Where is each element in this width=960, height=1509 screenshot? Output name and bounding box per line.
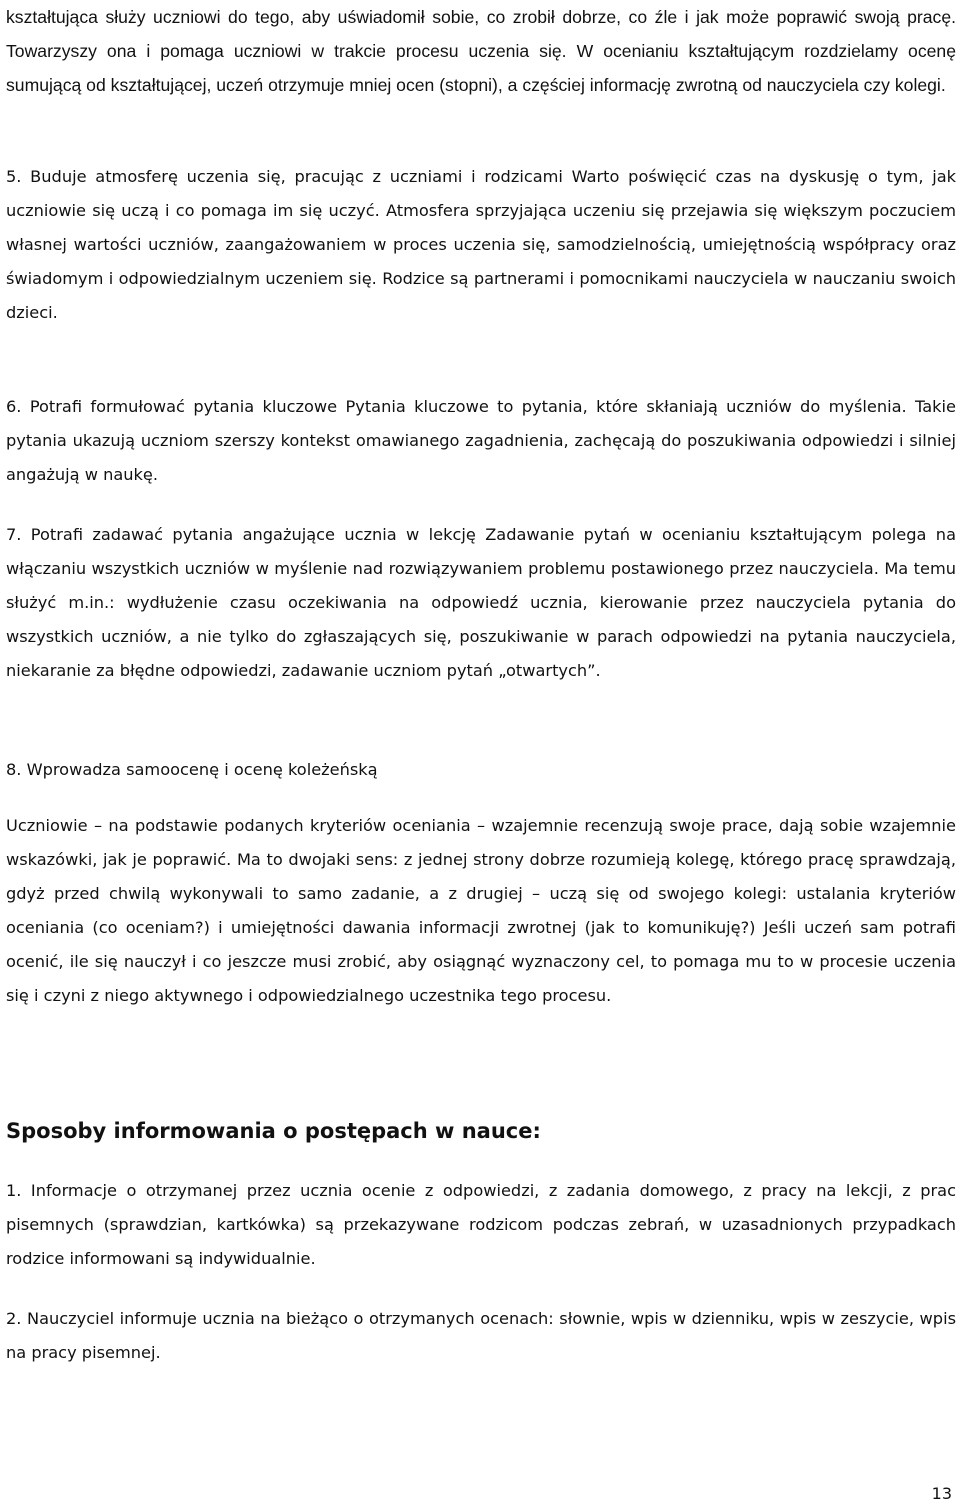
section-heading: Sposoby informowania o postępach w nauce: [6, 1119, 541, 1143]
page-number: 13 [931, 1484, 952, 1503]
paragraph-point-5: 5. Buduje atmosferę uczenia się, pracując z uczniami i rodzicami Warto poświęcić czas na dyskusję o tym, jak uczniowie się uczą i co pomaga im się uczyć. Atmosfera sprzyjająca uczeniu się przejawia się większym poczuciem własnej wartości uczniów, zaangażowaniem w proces uczenia się, samodzielnością, umiejętnością współpracy oraz świadomym i odpowiedzialnym uczeniem się. Rodzice są partnerami i pomocnikami nauczyciela w nauczaniu swoich dzieci. [6, 167, 956, 322]
paragraph-point-6: 6. Potrafi formułować pytania kluczowe Pytania kluczowe to pytania, które skłaniają uczniów do myślenia. Takie pytania ukazują uczniom szerszy kontekst omawianego zagadnienia, zachęcają do poszukiwania odpowiedzi i silniej angażują w naukę. [6, 397, 956, 484]
paragraph-intro: kształtująca służy uczniowi do tego, aby uświadomił sobie, co zrobił dobrze, co źle i jak może poprawić swoją pracę. Towarzyszy ona i pomaga uczniowi w trakcie procesu uczenia się. W ocenianiu kształtującym rozdzielamy ocenę sumującą od kształtującej, uczeń otrzymuje mniej ocen (stopni), a częściej informację zwrotną od nauczyciela czy kolegi. [6, 7, 956, 95]
paragraph-point-8-title: 8. Wprowadza samoocenę i ocenę koleżeńską [6, 760, 378, 779]
paragraph-point-8-body: Uczniowie – na podstawie podanych kryteriów oceniania – wzajemnie recenzują swoje prace, dają sobie wzajemnie wskazówki, jak je poprawić. Ma to dwojaki sens: z jednej strony dobrze rozumieją kolegę, którego pracę sprawdzają, gdyż przed chwilą wykonywali to samo zadanie, a z drugiej – uczą się od swojego kolegi: ustalania kryteriów oceniania (co oceniam?) i umiejętności dawania informacji zwrotnej (jak to komunikuję?) Jeśli uczeń sam potrafi ocenić, ile się nauczył i co jeszcze musi zrobić, aby osiągnąć wyznaczony cel, to pomaga mu to w procesie uczenia się i czyni z niego aktywnego i odpowiedzialnego uczestnika tego procesu. [6, 816, 956, 1005]
paragraph-point-7: 7. Potrafi zadawać pytania angażujące ucznia w lekcję Zadawanie pytań w ocenianiu kształtującym polega na włączaniu wszystkich uczniów w myślenie nad rozwiązywaniem problemu postawionego przez nauczyciela. Ma temu służyć m.in.: wydłużenie czasu oczekiwania na odpowiedź ucznia, kierowanie przez nauczyciela pytania do wszystkich uczniów, a nie tylko do zgłaszających się, poszukiwanie w parach odpowiedzi na pytania nauczyciela, niekaranie za błędne odpowiedzi, zadawanie uczniom pytań „otwartych”. [6, 525, 956, 680]
list-item-2: 2. Nauczyciel informuje ucznia na bieżąco o otrzymanych ocenach: słownie, wpis w dzienniku, wpis w zeszycie, wpis na pracy pisemnej. [6, 1309, 956, 1362]
list-item-1: 1. Informacje o otrzymanej przez ucznia ocenie z odpowiedzi, z zadania domowego, z pracy na lekcji, z prac pisemnych (sprawdzian, kartkówka) są przekazywane rodzicom podczas zebrań, w uzasadnionych przypadkach rodzice informowani są indywidualnie. [6, 1181, 956, 1268]
